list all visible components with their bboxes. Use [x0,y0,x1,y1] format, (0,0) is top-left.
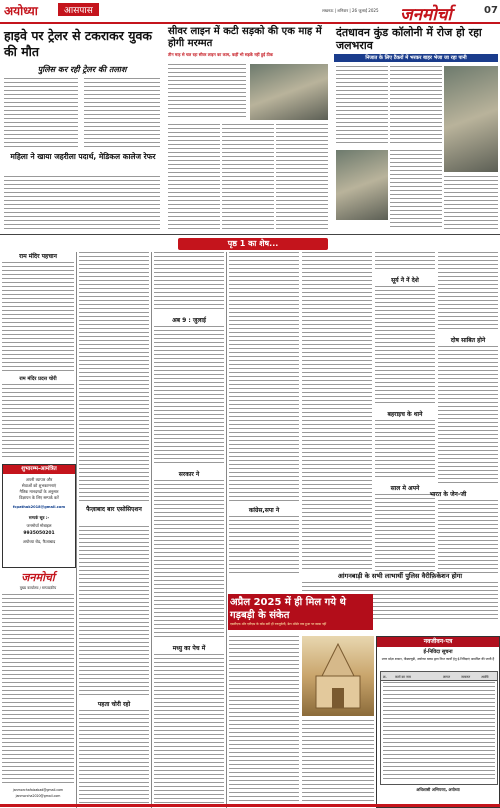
big-headline-box [228,594,373,630]
box-line: विज्ञापन के लिए सम्पर्क करें [19,495,59,500]
subhead: पहता चोरी रहो [97,701,131,708]
body-text [79,526,149,696]
col-header: लागत [443,675,451,679]
sewer-photo [250,64,328,120]
headline: दंतधावन कुंड कॉलोनी में रोज हो रहा जलभराव [336,26,482,52]
table-rows [383,682,495,782]
subhead: बहराइच के थाने [387,411,423,418]
column-3 [154,252,224,808]
body-text [444,176,498,230]
body-text [276,124,328,230]
body-text [438,500,498,576]
kicker: तीन माह से चल रहा सीवर लाइन का काम, कहीं भी सड़कें नहीं हुईं ठीक [168,52,273,57]
anganwadi-headline: आंगनबाड़ी के सभी लाभार्थी पुलिस वैरीफ़िकेशन होगा [337,572,463,580]
contact-address: अयोध्या रोड, फैजाबाद [22,539,56,544]
bottom-rule [0,804,500,807]
section-tag: आसपास [58,3,99,16]
subheadline: निजात के लिए टैंकरों में भरकर बाहर भेजा जा रहा पानी [334,54,498,62]
body-text [168,64,246,120]
email-2[interactable]: janmorcha2020@gmail.com [15,794,61,798]
headline: हाइवे पर ट्रेलर से टकराकर युवक की मौत [4,28,153,59]
subhead: साल मे अपने [390,485,420,492]
temple-photo [302,636,374,716]
headline: सीवर लाइन में कटी सड़को की एक माह में होगी मरम्मत [168,26,322,49]
section-name: अयोध्या [4,4,38,18]
email-link[interactable]: fcpathak2018@gmail.com [12,505,66,509]
body-text [390,66,442,146]
column-6 [375,252,435,552]
body-text [229,252,299,502]
body-text [154,654,224,806]
subheadline: पुलिस कर रही ट्रेलर की तलाश [37,65,127,74]
shubharambh-box [2,464,76,568]
subhead: राम मंदिर प्रदत्त चोरी [19,376,57,382]
body-text [438,346,498,486]
divider [0,234,500,235]
body-text [168,124,220,230]
ad-table [380,671,498,785]
column-rule [151,252,152,808]
continued-banner: पृष्ठ 1 का शेष... [178,238,328,250]
subheadline: महिला ने खाया जहरीला पदार्थ, मेडिकल कालेज रेफर [10,152,156,161]
body-text [375,494,435,574]
contact-phone[interactable]: 9935050201 [23,531,55,536]
body-text [79,710,149,806]
ad-footer: अधिशासी अभियन्ता, अयोध्या [416,787,460,792]
subhead: सरकार ने [178,471,200,478]
body-text [390,150,442,230]
subhead: कांग्रेस,सपा ने [248,507,280,514]
contact-name: जनमोर्चा मोबाइल [26,523,52,528]
box-line: अपनी व्यापार और [25,477,53,482]
column-rule [76,252,77,808]
brand-logo: जनमोर्चा [400,5,452,25]
masthead [0,0,500,24]
column-1 [2,252,74,808]
story-highway-accident [2,24,162,232]
email-1[interactable]: janmorchafaizabad@gmail.com [12,788,64,792]
dateline: लखनऊ | शनिवार | 26 जुलाई 2025 [322,8,379,13]
subhead: भारत के जेन-जी [429,491,467,498]
temple-illustration [302,636,374,716]
brand-office-line: मुख्य कार्यालय / सम्पादकीय [19,586,57,590]
big-headline: अप्रैल 2025 में ही मिल गये थे गड़बड़ी के संकेत [230,597,346,621]
column-rule [226,252,227,808]
table-header [381,672,497,681]
story-waterlogging [334,24,498,232]
big-kicker: एसटीएफ और एटीएस के कोड बनी ही रणजुवेली, डेटा ऑर्डर तक हुआ पर खास नहीं [230,622,327,626]
body-text [229,636,299,806]
body-text [84,78,160,150]
body-text [302,252,372,572]
body-text [154,480,224,640]
body-text [79,252,149,502]
subhead: फैज़ाबाद बार एसोसिएशन [86,506,142,513]
subhead: मध्यु का पेच में [172,645,206,652]
ad-body: उत्तर प्रदेश शासन, पीडब्ल्यूडी, अयोध्या खण्ड द्वारा निम्न कार्यों हेतु ई-निविदाएं आमंत्रित की जाती हैं [381,657,495,661]
body-text [154,252,224,312]
body-text [222,124,274,230]
body-text [2,594,74,784]
waterlogging-photo [444,66,498,172]
contact-label: सम्पर्क सूत्र :- [28,515,50,520]
story-sewer-line [166,24,330,232]
brand-logo-small: जनमोर्चा [21,571,55,584]
body-text [2,384,74,460]
waterlogging-photo-2 [336,150,388,220]
body-text [375,286,435,406]
ad-title: नवजीवन-पत्र [377,637,499,647]
body-text [375,420,435,480]
column-7 [429,252,498,552]
body-text [302,720,374,806]
body-text [4,176,160,230]
body-text [2,262,74,372]
column-2 [79,252,149,808]
subhead: अब 9 : जुलाई [172,317,206,324]
body-text [4,78,78,150]
body-text [154,326,224,466]
ad-subtitle: ई-निविदा सूचना [423,649,453,655]
box-line: सेवाओं को शुभकामनाएं [21,483,57,488]
subhead: राम मंदिर पहचान [19,253,57,260]
box-title: शुभारम्भ-आमंत्रित [3,465,75,474]
column-5 [302,252,372,552]
body-text [336,66,388,146]
col-header: क्र. [383,675,387,679]
col-header: जमानत [461,675,471,679]
subhead: दोष साबित होने [450,337,486,344]
body-text [438,252,498,332]
col-header: कार्य का नाम [395,675,411,679]
box-line: नैतिक मानदण्डों के अनुसार [19,489,59,494]
tender-ad [376,636,500,808]
col-header: अवधि [481,675,489,679]
body-text [375,252,435,272]
page-number: 07 [484,5,498,16]
body-text [229,516,299,576]
subhead: सूर्य नेे नें देशे [391,277,419,284]
